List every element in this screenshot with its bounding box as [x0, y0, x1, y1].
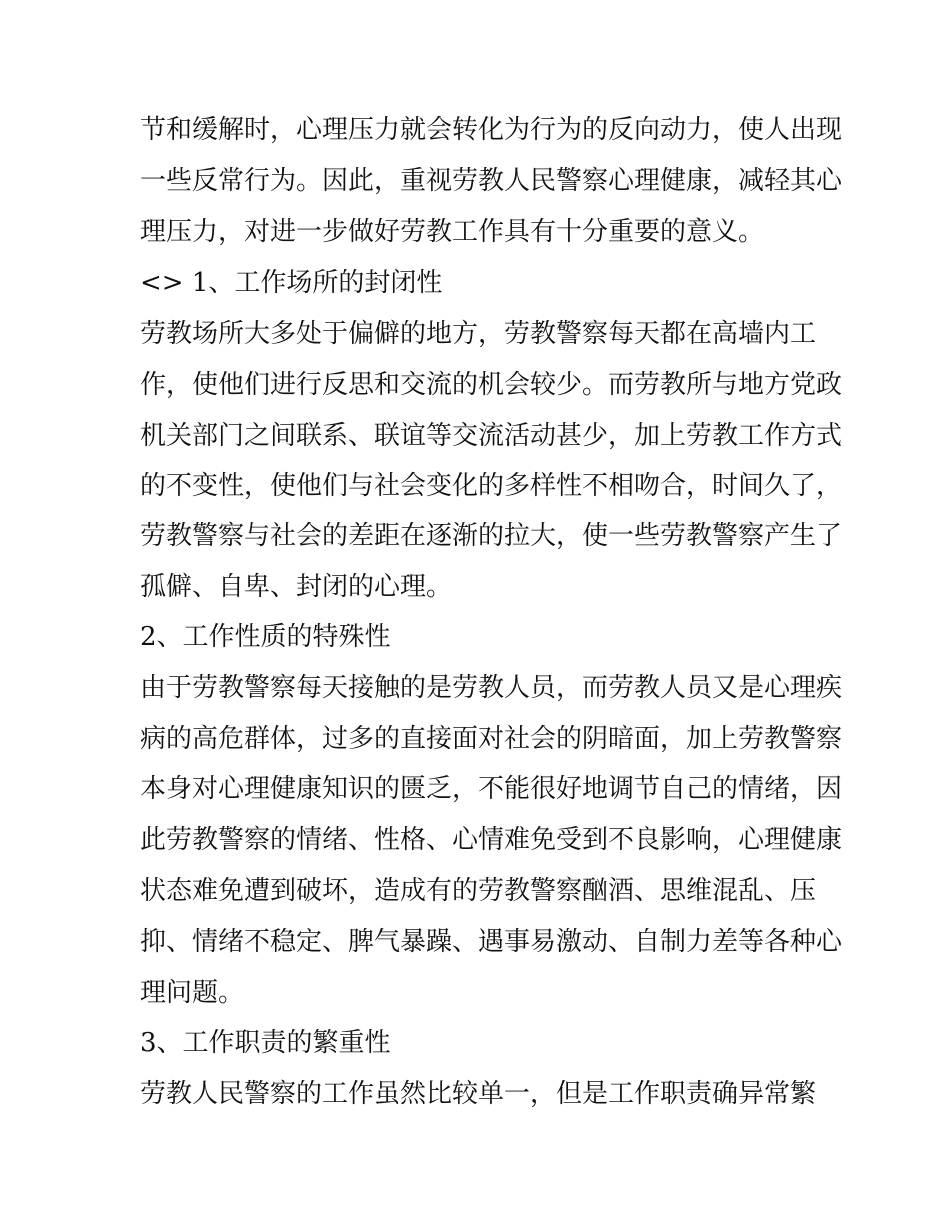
section-heading: <> 1、工作场所的封闭性: [140, 268, 443, 298]
body-line: 孤僻、自卑、封闭的心理。: [140, 572, 453, 602]
body-line: 一些反常行为。因此，重视劳教人民警察心理健康，减轻其心: [140, 166, 843, 196]
body-line: 的不变性，使他们与社会变化的多样性不相吻合，时间久了，: [140, 471, 843, 501]
body-line: 劳教场所大多处于偏僻的地方，劳教警察每天都在高墙内工: [140, 319, 817, 349]
body-line: 理问题。: [140, 978, 245, 1008]
body-line: 节和缓解时，心理压力就会转化为行为的反向动力，使人出现: [140, 115, 843, 145]
body-line: 状态难免遭到破坏，造成有的劳教警察酗酒、思维混乱、压: [140, 876, 817, 906]
body-line: 本身对心理健康知识的匮乏，不能很好地调节自己的情绪，因: [140, 774, 843, 804]
body-line: 此劳教警察的情绪、性格、心情难免受到不良影响，心理健康: [140, 825, 843, 855]
section-heading: 3、工作职责的繁重性: [140, 1028, 391, 1058]
body-line: 由于劳教警察每天接触的是劳教人员，而劳教人员又是心理疾: [140, 673, 843, 703]
body-line: 抑、情绪不稳定、脾气暴躁、遇事易激动、自制力差等各种心: [140, 927, 843, 957]
body-line: 劳教人民警察的工作虽然比较单一，但是工作职责确异常繁: [140, 1079, 817, 1109]
body-line: 劳教警察与社会的差距在逐渐的拉大，使一些劳教警察产生了: [140, 521, 843, 551]
section-heading: 2、工作性质的特殊性: [140, 622, 391, 652]
body-line: 病的高危群体，过多的直接面对社会的阴暗面，加上劳教警察: [140, 724, 843, 754]
body-line: 作，使他们进行反思和交流的机会较少。而劳教所与地方党政: [140, 370, 843, 400]
body-line: 机关部门之间联系、联谊等交流活动甚少，加上劳教工作方式: [140, 421, 843, 451]
body-line: 理压力，对进一步做好劳教工作具有十分重要的意义。: [140, 217, 765, 247]
